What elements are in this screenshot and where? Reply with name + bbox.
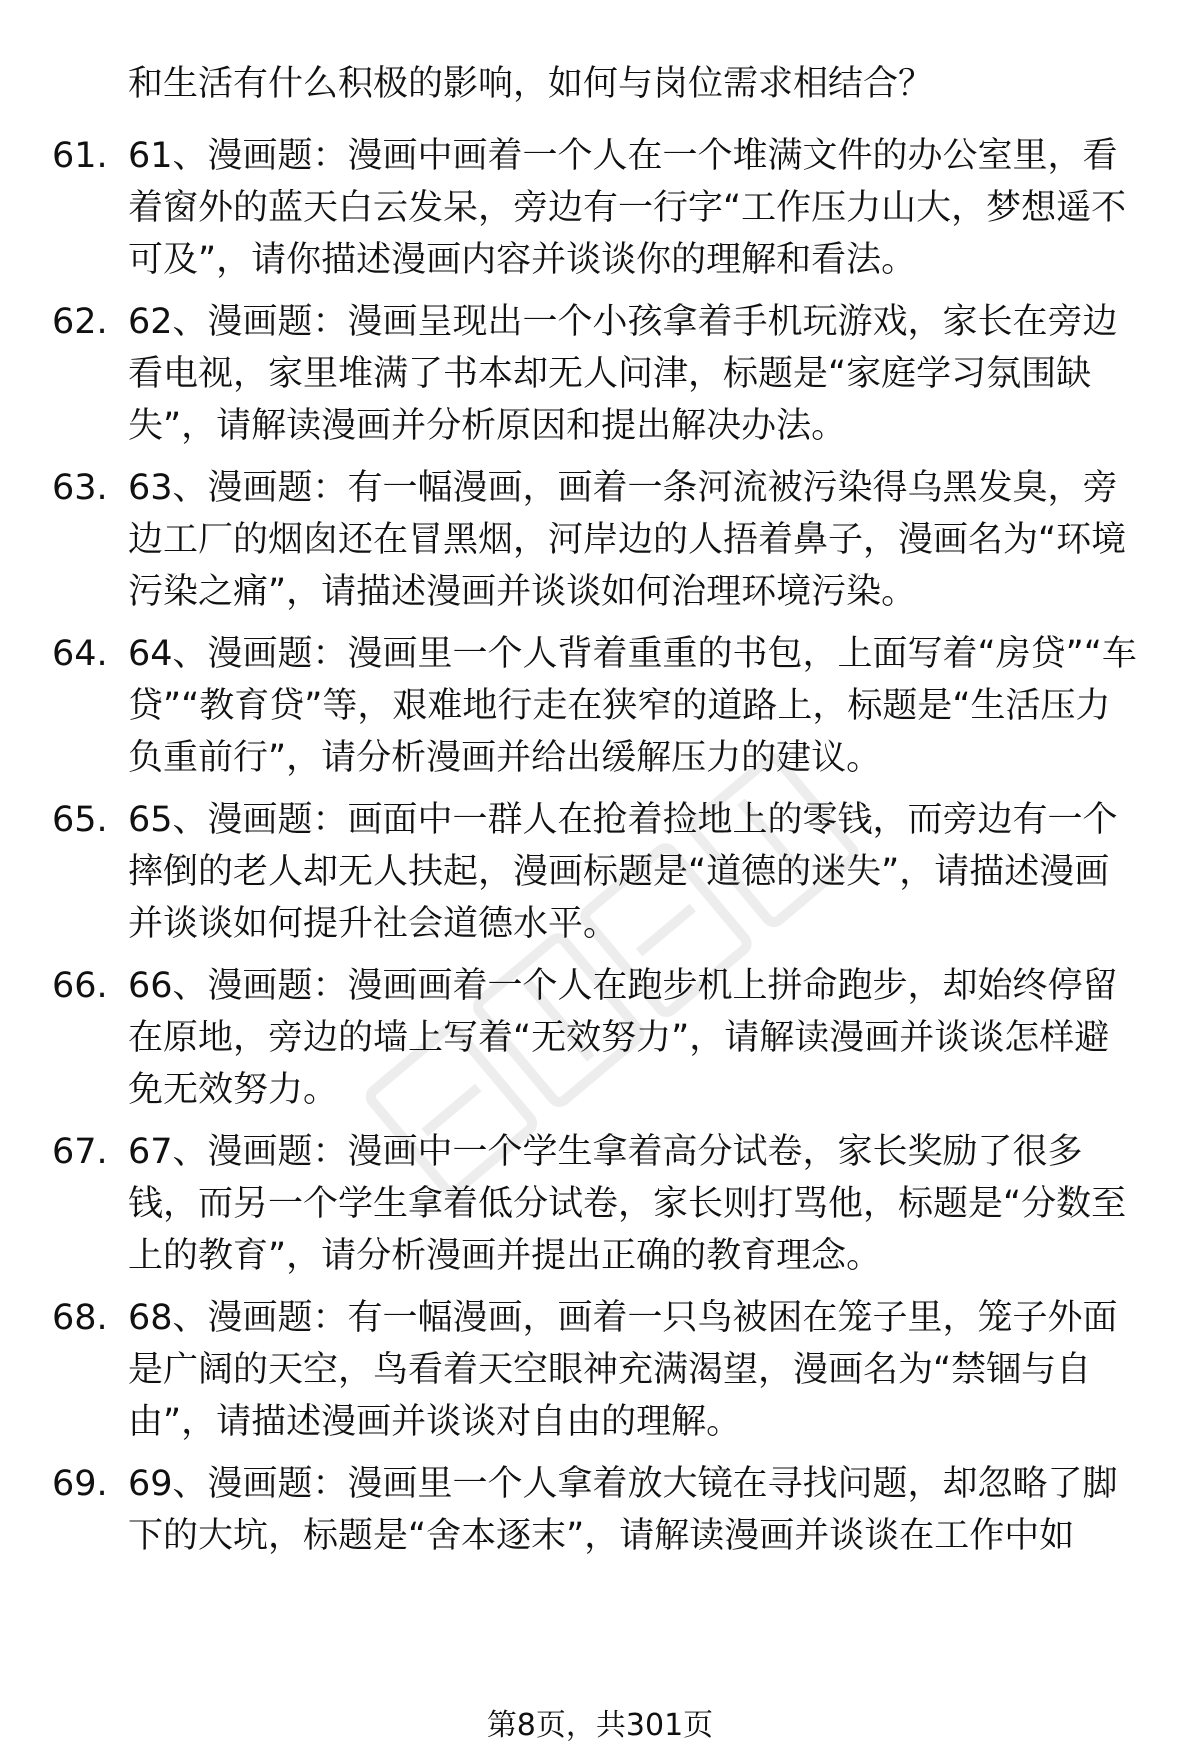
page-footer: 第8页，共301页 xyxy=(486,1708,714,1743)
question-text: 66、漫画题：漫画画着一个人在跑步机上拼命跑步，却始终停留在原地，旁边的墙上写着“无效努力”，请解读漫画并谈谈怎样避免无效努力。 xyxy=(128,966,1118,1110)
question-text: 61、漫画题：漫画中画着一个人在一个堆满文件的办公室里，看着窗外的蓝天白云发呆，旁边有一行字“工作压力山大，梦想遥不可及”，请你描述漫画内容并谈谈你的理解和看法。 xyxy=(128,136,1127,280)
question-number: 68. xyxy=(52,1298,108,1338)
question-text: 69、漫画题：漫画里一个人拿着放大镜在寻找问题，却忽略了脚下的大坑，标题是“舍本逐末”，请解读漫画并谈谈在工作中如 xyxy=(128,1464,1118,1556)
question-text: 62、漫画题：漫画呈现出一个小孩拿着手机玩游戏，家长在旁边看电视，家里堆满了书本却无人问津，标题是“家庭学习氛围缺失”，请解读漫画并分析原因和提出解决办法。 xyxy=(128,302,1118,446)
question-text: 65、漫画题：画面中一群人在抢着捡地上的零钱，而旁边有一个摔倒的老人却无人扶起，漫画标题是“道德的迷失”，请描述漫画并谈谈如何提升社会道德水平。 xyxy=(128,800,1118,944)
question-number: 69. xyxy=(52,1464,108,1504)
question-text: 64、漫画题：漫画里一个人背着重重的书包，上面写着“房贷”“车贷”“教育贷”等，艰难地行走在狭窄的道路上，标题是“生活压力负重前行”，请分析漫画并给出缓解压力的建议。 xyxy=(128,634,1137,778)
question-number: 65. xyxy=(52,800,108,840)
carryover-text: 和生活有什么积极的影响，如何与岗位需求相结合？ xyxy=(128,64,934,104)
question-text: 68、漫画题：有一幅漫画，画着一只鸟被困在笼子里，笼子外面是广阔的天空，鸟看着天空眼神充满渴望，漫画名为“禁锢与自由”，请描述漫画并谈谈对自由的理解。 xyxy=(128,1298,1118,1442)
question-number: 62. xyxy=(52,302,108,342)
question-number: 67. xyxy=(52,1132,108,1172)
question-text: 67、漫画题：漫画中一个学生拿着高分试卷，家长奖励了很多钱，而另一个学生拿着低分试卷，家长则打骂他，标题是“分数至上的教育”，请分析漫画并提出正确的教育理念。 xyxy=(128,1132,1127,1276)
question-text: 63、漫画题：有一幅漫画，画着一条河流被污染得乌黑发臭，旁边工厂的烟囱还在冒黑烟，河岸边的人捂着鼻子，漫画名为“环境污染之痛”，请描述漫画并谈谈如何治理环境污染。 xyxy=(128,468,1127,612)
question-number: 64. xyxy=(52,634,108,674)
question-number: 63. xyxy=(52,468,108,508)
question-number: 66. xyxy=(52,966,108,1006)
question-number: 61. xyxy=(52,136,108,176)
